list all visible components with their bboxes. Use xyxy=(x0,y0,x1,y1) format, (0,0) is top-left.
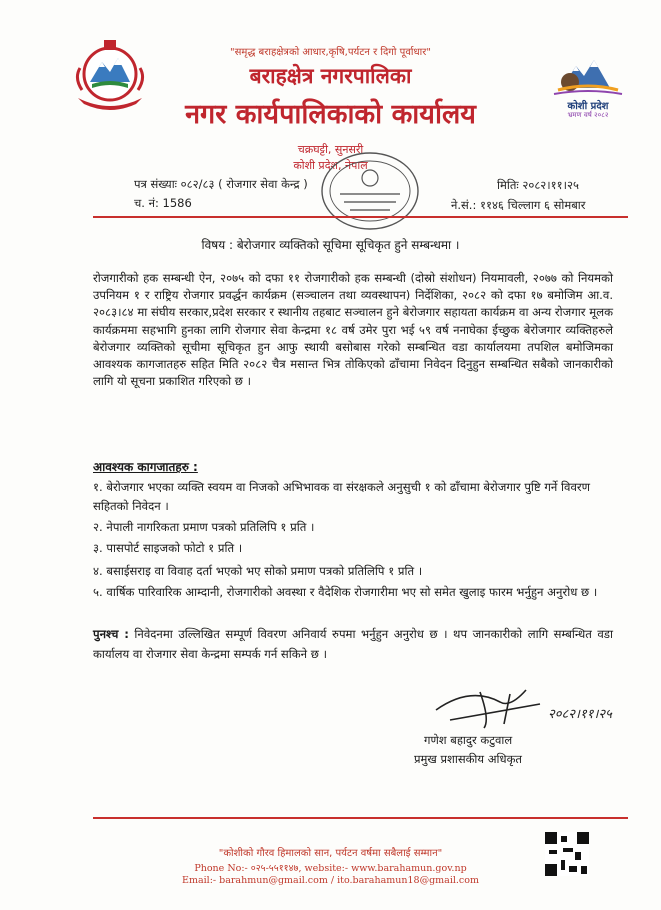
footer-email: Email:- barahmun@gmail.com / ito.barahamun18@gmail.com xyxy=(182,875,479,886)
nepal-sambat-date: ने.सं.: ११४६ चिल्लाग ६ सोमबार xyxy=(451,198,586,212)
footer-divider xyxy=(93,817,628,819)
document-item-2: २. नेपाली नागरिकता प्रमाण पत्रको प्रतिलिपि १ प्रति । xyxy=(93,520,315,534)
document-item-4: ४. बसाईसराइ वा विवाह दर्ता भएको भए सोको प्रमाण पत्रको प्रतिलिपि १ प्रति । xyxy=(93,564,423,578)
postscript-label: पुनश्च : xyxy=(93,627,129,641)
header-tagline: "समृद्ध बराहक्षेत्रको आधार,कृषि,पर्यटन र दिगो पूर्वाधार" xyxy=(230,47,431,58)
qr-code xyxy=(545,832,589,876)
documents-heading: आवश्यक कागजातहरु : xyxy=(93,460,198,474)
letter-date: मितिः २०८२।११।२५ xyxy=(497,178,579,192)
document-item-3: ३. पासपोर्ट साइजको फोटो १ प्रति । xyxy=(93,541,243,555)
letter-subject: विषय : बेरोजगार व्यक्तिको सूचिमा सूचिकृत हुने सम्बन्धमा । xyxy=(201,238,460,252)
reference-number: पत्र संख्याः ०८२/८३ ( रोजगार सेवा केन्द्र ) xyxy=(134,177,308,191)
postscript xyxy=(93,624,613,664)
dispatch-number: च. नं: 1586 xyxy=(134,196,192,210)
province-logo-subtext: भ्रमण वर्ष २०८२ xyxy=(567,111,609,119)
signer-name: गणेश बहादुर कटुवाल xyxy=(424,733,513,747)
office-name: नगर कार्यपालिकाको कार्यालय xyxy=(185,99,476,130)
postscript-text: निवेदनमा उल्लिखित सम्पूर्ण विवरण अनिवार्य रुपमा भर्नुहुन अनुरोध छ । थप जानकारीको लागि सम्बन्धित वडा कार्यालय वा रोजगार सेवा केन्द्रमा सम्पर्क गर्न सकिने छ । xyxy=(93,627,614,661)
province-logo-text: कोशी प्रदेश xyxy=(567,101,609,112)
address-line-2: कोशी प्रदेश, नेपाल xyxy=(293,159,368,172)
signature xyxy=(430,680,560,732)
header-divider xyxy=(93,216,628,218)
signature-date: २०८२।११।२५ xyxy=(548,707,612,722)
document-item-5: ५. वार्षिक पारिवारिक आम्दानी, रोजगारीको अवस्था र वैदेशिक रोजगारीमा भए सो समेत खुलाइ फारम भर्नुहुन अनुरोध छ । xyxy=(93,585,598,599)
signer-title: प्रमुख प्रशासकीय अधिकृत xyxy=(414,752,522,766)
footer-phone-website: Phone No:- ०२५-५५११४७, website:- www.barahamun.gov.np xyxy=(194,863,467,874)
document-item-1: १. बेरोजगार भएका व्यक्ति स्वयम वा निजको अभिभावक वा संरक्षकले अनुसुची १ को ढाँचामा बेरोजगार पुष्टि गर्ने विवरण सहितको निवेदन । xyxy=(93,480,591,513)
municipality-name: बराहक्षेत्र नगरपालिका xyxy=(249,64,412,88)
official-stamp xyxy=(318,150,422,232)
notice-body: रोजगारीको हक सम्बन्धी ऐन, २०७५ को दफा ११ रोजगारीको हक सम्बन्धी (दोस्रो संशोधन) नियमावली, २०७७ को नियमको उपनियम १ र राष्ट्रिय रोजगार प्रवर्द्धन कार्यक्रम (सञ्चालन तथा व्यवस्थापन) निर्देशिका, २०८२ को दफा १७ बमोजिम आ.व. २०८३।८४ मा संघीय सरकार,प्रदेश सरकार र स्थानीय तहबाट सञ्चालन हुने बेरोजगार सहायता कार्यक्रम वा अन्य रोजगार मूलक कार्यक्रममा सहभागि हुनका लागि रोजगार सेवा केन्द्रमा १८ वर्ष उमेर पुरा भई ५९ वर्ष ननाघेका ईच्छुक बेरोजगार व्यक्तिहरुले बेरोजगार व्यक्तिको सूचीमा सूचिकृत हुन आफु स्थायी बसोबास गरेको सम्बन्धित वडा कार्यालयमा तपशिल बमोजिमका आवश्यक कागजातहरु सहित मिति २०८२ चैत्र मसान्त भित्र तोकिएको ढाँचामा निवेदन दिनुहुन सम्बन्धित सबैको जानकारीको लागि यो सूचना प्रकाशित गरिएको छ । xyxy=(93,271,613,389)
footer-slogan: "कोशीको गौरव हिमालको सान, पर्यटन वर्षमा सबैलाई सम्मान" xyxy=(218,848,443,859)
address-line-1: चक्रघट्टी, सुनसरी xyxy=(297,143,364,156)
